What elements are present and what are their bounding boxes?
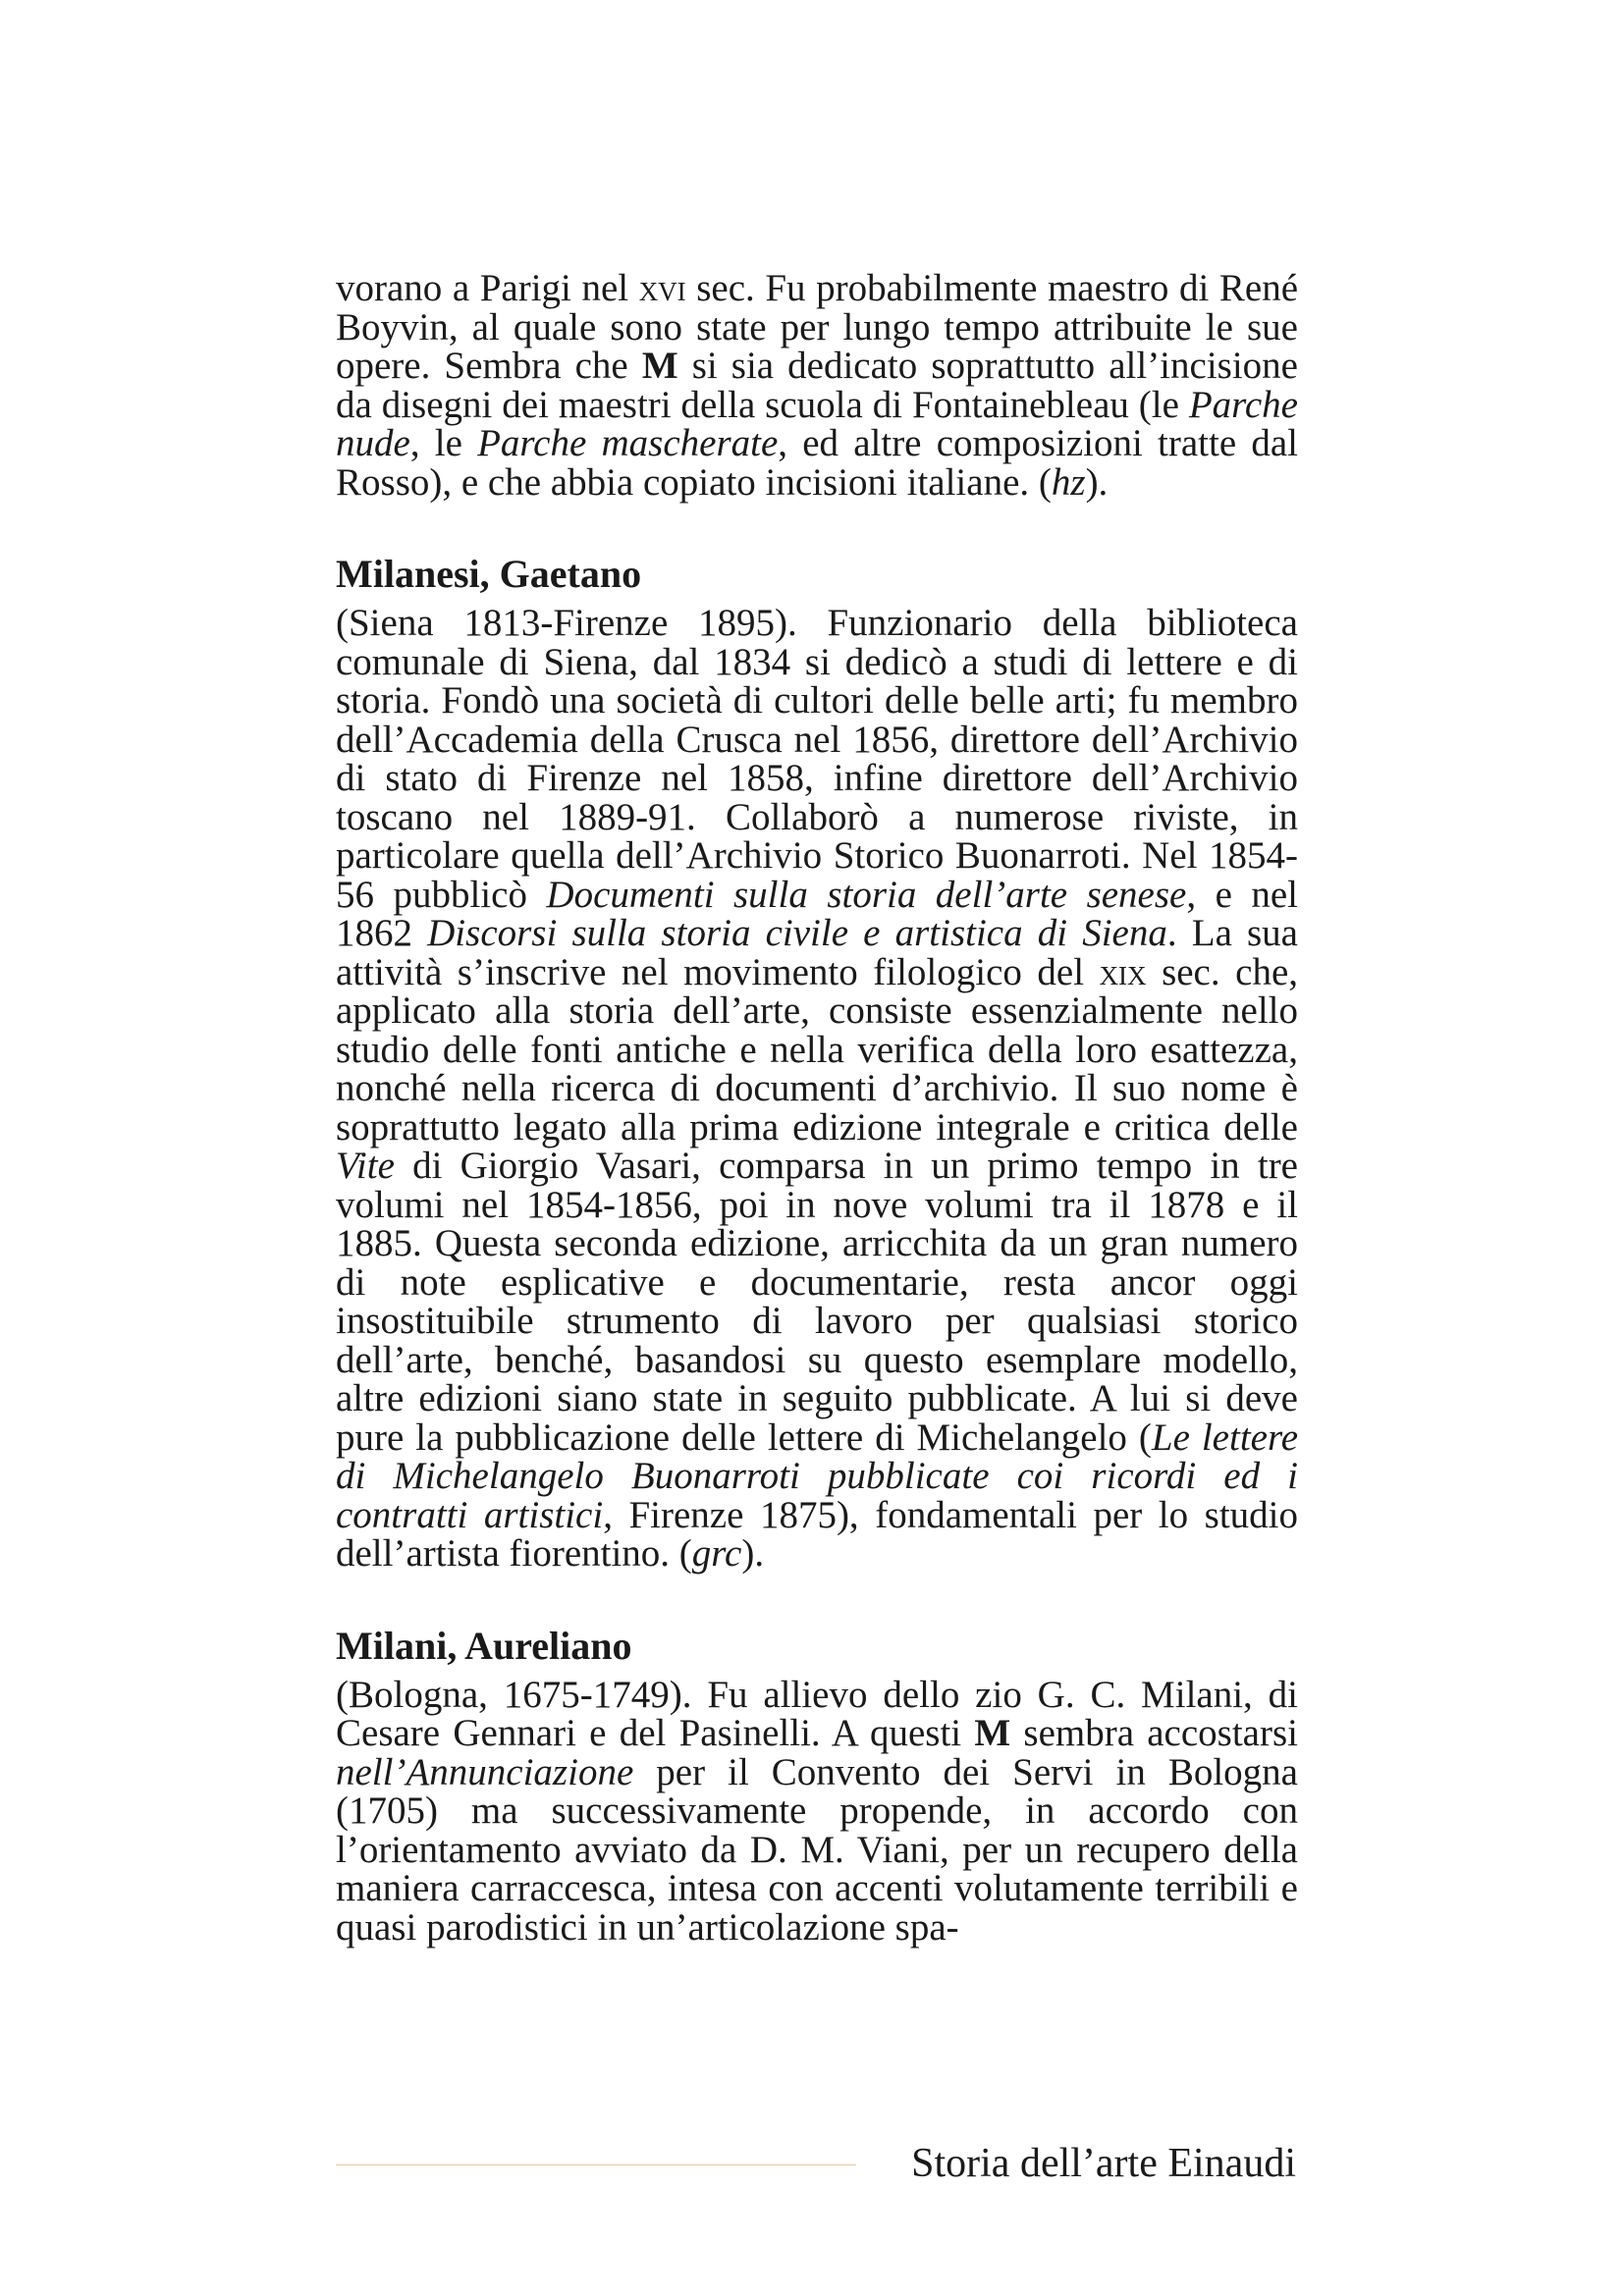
text-segment: per il Convento dei Servi in Bologna (1705) ma successivamente propende, in accordo con l’orientamento avviato da D. M. Viani, per un recupero della maniera carraccesca, intesa con accenti volutamente terribili e quasi parodistici in un’articolazione spa- [336, 1750, 1298, 1949]
text-segment: Discorsi sulla storia civile e artistica di Siena [427, 912, 1167, 954]
text-column [336, 269, 1298, 1947]
text-segment: Vite [336, 1145, 395, 1187]
text-segment: sec. che, applicato alla storia dell’arte, consiste essenzialmente nello studio delle fonti antiche e nella verifica della loro esattezza, nonché nella ricerca di documenti d’archivio. Il suo nome è soprattutto legato alla prima edizione integrale e critica delle [336, 950, 1298, 1148]
text-segment: hz [1051, 460, 1086, 504]
text-segment: , ed altre composizioni tratte dal Rosso), e che abbia copiato incisioni italiane. ( [336, 422, 1298, 504]
text-segment: ). [1085, 460, 1109, 504]
text-segment: si sia dedicato soprattutto all’incisione da disegni dei maestri della scuola di Fontainebleau (le [336, 345, 1298, 426]
text-segment: nell’Annunciazione [336, 1750, 634, 1793]
entry-heading-milanesi: Milanesi, Gaetano [336, 552, 642, 596]
text-segment: M [974, 1712, 1011, 1754]
text-segment: Parche mascherate [477, 422, 779, 464]
text-segment: di Giorgio Vasari, comparsa in un primo tempo in tre volumi nel 1854-1856, poi in nove volumi tra il 1878 e il 1885. Questa seconda edizione, arricchita da un gran numero di note esplicative e documentarie, resta ancor oggi insostituibile strumento di lavoro per qualsiasi storico dell’arte, benché, basandosi su questo esemplare modello, altre edizioni siano state in seguito pubblicate. A lui si deve pure la pubblicazione delle lettere di Michelangelo ( [336, 1145, 1298, 1459]
text-segment: . La sua attività s’inscrive nel movimento filologico del [336, 912, 1298, 993]
entry-heading-milani: Milani, Aureliano [336, 1623, 632, 1668]
text-segment: Le lettere di Michelangelo Buonarroti pubblicate coi ricordi ed i contratti artistici [336, 1415, 1299, 1536]
intro-paragraph [336, 269, 1298, 502]
text-segment: , e nel 1862 [336, 873, 1298, 954]
text-segment: M [641, 345, 678, 387]
text-segment: xix [1099, 950, 1147, 993]
footer-rule [336, 2164, 856, 2165]
text-segment: grc [691, 1532, 742, 1575]
text-segment: (Bologna, 1675-1749). Fu allievo dello zio G. C. Milani, di Cesare Gennari e del Pasinelli. A questi [336, 1673, 1298, 1754]
text-segment: sembra accostarsi [1010, 1712, 1298, 1754]
text-segment: sec. Fu probabilmente maestro di René Boyvin, al quale sono state per lungo tempo attribuite le sue opere. Sembra che [336, 267, 1299, 387]
text-segment: vorano a Parigi nel [336, 267, 639, 309]
text-segment: (Siena 1813-Firenze 1895). Funzionario della biblioteca comunale di Siena, dal 1834 si dedicò a studi di lettere e di storia. Fondò una società di cultori delle belle arti; fu membro dell’Accademia della Crusca nel 1856, direttore dell’Archivio di stato di Firenze nel 1858, infine direttore dell’Archivio toscano nel 1889-91. Collaborò a numerose riviste, in particolare quella dell’Archivio Storico Buonarroti. Nel 1854-56 pubblicò [336, 602, 1298, 916]
text-segment: , le [409, 422, 478, 464]
text-segment: xvi [638, 267, 686, 309]
text-segment: Parche nude [336, 383, 1298, 464]
text-segment: Documenti sulla storia dell’arte senese [546, 873, 1187, 916]
footer-title: Storia dell’arte Einaudi [911, 2141, 1296, 2186]
entry-body-milani [336, 1673, 1298, 1949]
entry-body-milanesi [336, 604, 1298, 1574]
text-segment: , Firenze 1875), fondamentali per lo studio dell’artista fiorentino. ( [336, 1493, 1299, 1575]
text-segment: ). [741, 1532, 765, 1575]
